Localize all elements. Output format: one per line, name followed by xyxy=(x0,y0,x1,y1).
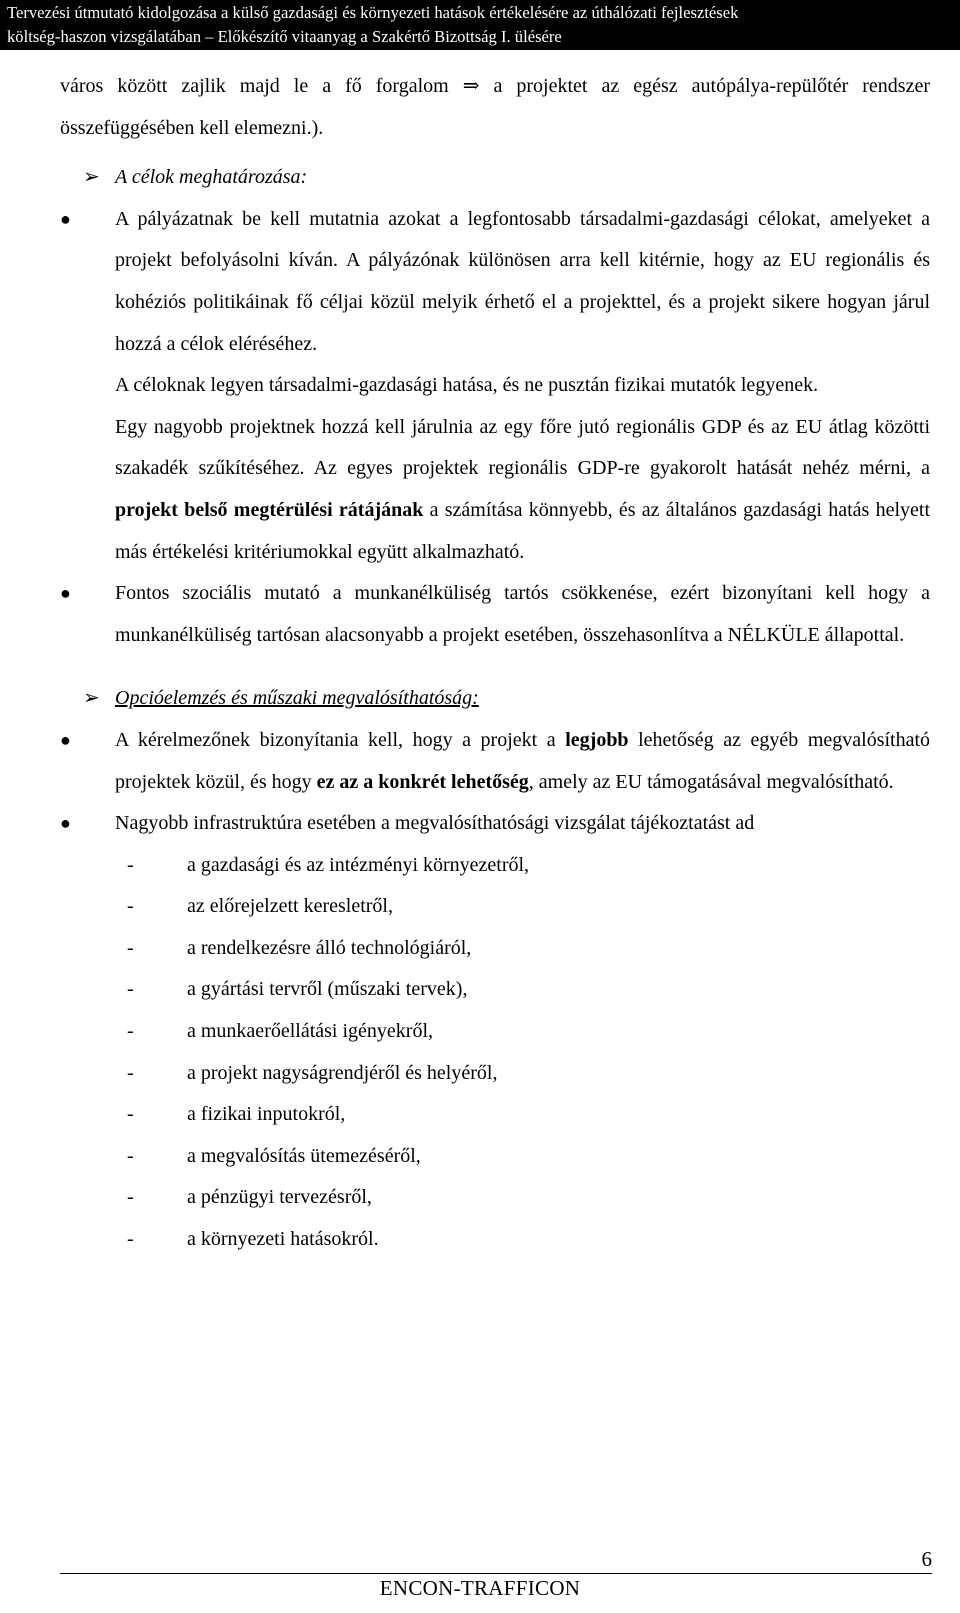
section-heading-goals: A célok meghatározása: xyxy=(115,166,308,189)
page-header xyxy=(0,0,960,50)
options-bullet-2-text: Nagyobb infrastruktúra esetében a megvalósíthatósági vizsgálat tájékoztatást ad xyxy=(115,812,755,835)
bullet-icon: ● xyxy=(60,813,71,834)
goals-p3-bold: projekt belső megtérülési rátájának xyxy=(115,498,424,521)
section-heading-options: Opcióelemzés és műszaki megvalósíthatóság: xyxy=(115,687,479,710)
footer-divider xyxy=(60,1573,932,1574)
goals-bullet-2-text: Fontos szociális mutató a munkanélküliség tartós csökkenése, ezért bizonyítani kell hogy a munkanélküliség tartósan alacsonyabb a projekt esetében, összehasonlítva a NÉLKÜLE állapottal. xyxy=(115,582,930,646)
list-item: - a munkaerőellátási igényekről, xyxy=(127,1020,434,1043)
options-b1-text-a: A kérelmezőnek bizonyítania kell, hogy a projekt a xyxy=(115,728,556,751)
intro-paragraph xyxy=(60,66,930,149)
arrowhead-bullet-icon: ➢ xyxy=(83,687,100,710)
list-item: - a gyártási tervről (műszaki tervek), xyxy=(127,978,468,1001)
footer-company: ENCON-TRAFFICON xyxy=(379,1576,581,1600)
intro-text-end: a projektet az egész autópálya-repülőtér rendszer összefüggésében kell elemezni.). xyxy=(60,75,930,139)
goals-paragraph-2: A céloknak legyen társadalmi-gazdasági hatása, és ne pusztán fizikai mutatók legyenek. xyxy=(115,374,819,397)
list-item: - a fizikai inputokról, xyxy=(127,1103,346,1126)
list-item: - a környezeti hatásokról. xyxy=(127,1228,379,1251)
list-item: - a megvalósítás ütemezéséről, xyxy=(127,1144,421,1167)
arrowhead-bullet-icon: ➢ xyxy=(83,166,100,189)
implies-arrow-icon: ⇒ xyxy=(462,75,480,97)
goals-p3-text-b: a számítása könnyebb, és az általános gazdasági hatás helyett más értékelési kritériumokkal együtt alkalmazható. xyxy=(115,498,931,563)
options-b1-text-b: lehetőség az egyéb megvalósítható projektek közül, és hogy xyxy=(115,728,931,793)
goals-paragraph-3 xyxy=(115,407,930,573)
section-goals xyxy=(60,157,930,199)
goals-p3-text-a: Egy nagyobb projektnek hozzá kell járulnia az egy főre jutó regionális GDP és az EU átlag közötti szakadék szűkítéséhez. Az egyes projektek regionális GDP-re gyakorolt hatását nehéz mérni, a xyxy=(115,415,930,480)
bullet-icon: ● xyxy=(60,729,71,750)
options-b1-bold-2: ez az a konkrét lehetőség xyxy=(316,770,529,793)
options-bullet-1-text xyxy=(115,720,930,803)
list-item: - a rendelkezésre álló technológiáról, xyxy=(127,936,472,959)
bullet-icon: ● xyxy=(60,583,71,604)
header-line-1: Tervezési útmutató kidolgozása a külső gazdasági és környezeti hatások értékelésére az úthálózati fejlesztések xyxy=(7,3,739,22)
options-b1-bold-1: legjobb xyxy=(565,728,629,751)
intro-text-start: város között zajlik majd le a fő forgalom xyxy=(60,75,449,97)
list-item: - az előrejelzett keresletről, xyxy=(127,895,393,918)
goals-bullet-2 xyxy=(60,573,930,656)
options-bullet-2 xyxy=(60,803,930,845)
goals-paragraph-1: A pályázatnak be kell mutatnia azokat a legfontosabb társadalmi-gazdasági célokat, amelyeket a projekt befolyásolni kíván. A pályázónak különösen arra kell kitérnie, hogy az EU regionális és kohéziós politikáinak fő céljai közül melyik érhető el a projekttel, és a projekt sikere hogyan járul hozzá a célok eléréséhez. xyxy=(115,207,930,355)
options-bullet-1 xyxy=(60,720,930,803)
header-line-2: költség-haszon vizsgálatában – Előkészítő vitaanyag a Szakértő Bizottság I. ülésére xyxy=(7,27,562,46)
options-b1-text-c: , amely az EU támogatásával megvalósítható. xyxy=(528,770,894,793)
goals-bullet-1 xyxy=(60,199,930,573)
page-number: 6 xyxy=(921,1547,932,1571)
document-body xyxy=(60,66,930,1261)
list-item: - a pénzügyi tervezésről, xyxy=(127,1186,372,1209)
feasibility-list xyxy=(115,845,930,1261)
list-item: - a projekt nagyságrendjéről és helyéről, xyxy=(127,1061,498,1084)
section-options xyxy=(60,678,930,720)
list-item: - a gazdasági és az intézményi környezetről, xyxy=(127,853,530,876)
bullet-icon: ● xyxy=(60,208,71,229)
